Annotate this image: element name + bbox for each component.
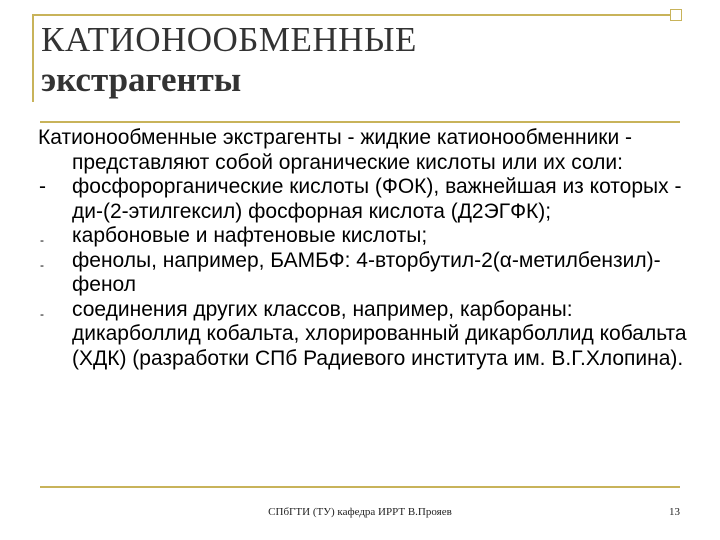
title-divider <box>40 121 680 123</box>
intro-paragraph: Катионообменные экстрагенты - жидкие катионообменники - представляют собой органические кислоты или их соли: <box>38 126 633 174</box>
footer-text: СПбГТИ (ТУ) кафедра ИРРТ В.Прояев <box>268 506 452 518</box>
bullet-dash: - <box>39 175 46 198</box>
bullet-dash: - <box>40 257 44 272</box>
frame-top-rule <box>32 14 672 16</box>
list-item-text: фосфорорганические кислоты (ФОК), важнейшая из которых - ди-(2-этилгексил) фосфорная кислота (Д2ЭГФК); <box>72 175 682 223</box>
slide-title-line2: экстрагенты <box>41 60 242 99</box>
slide-title <box>41 20 681 100</box>
page-number: 13 <box>669 506 680 518</box>
list-item-text: карбоновые и нафтеновые кислоты; <box>72 224 428 247</box>
list-item-text: соединения других классов, например, карбораны: дикарболлид кобальта, хлорированный дикарболлид кобальта (ХДК) (разработки СПб Радиевого института им. В.Г.Хлопина). <box>72 297 687 370</box>
slide-body <box>38 126 688 371</box>
bullet-dash: - <box>40 306 44 321</box>
list-item <box>38 175 688 224</box>
list-item-text: фенолы, например, БАМБФ: 4-вторбутил-2(α-метилбензил)-фенол <box>72 248 661 296</box>
list-item <box>38 224 688 249</box>
list-item <box>38 249 688 298</box>
footer-divider <box>40 486 680 488</box>
slide-title-line1: КАТИОНООБМЕННЫЕ <box>41 20 417 59</box>
list-item <box>38 298 688 372</box>
bullet-dash: - <box>40 233 44 247</box>
frame-vertical-rule <box>32 14 34 102</box>
